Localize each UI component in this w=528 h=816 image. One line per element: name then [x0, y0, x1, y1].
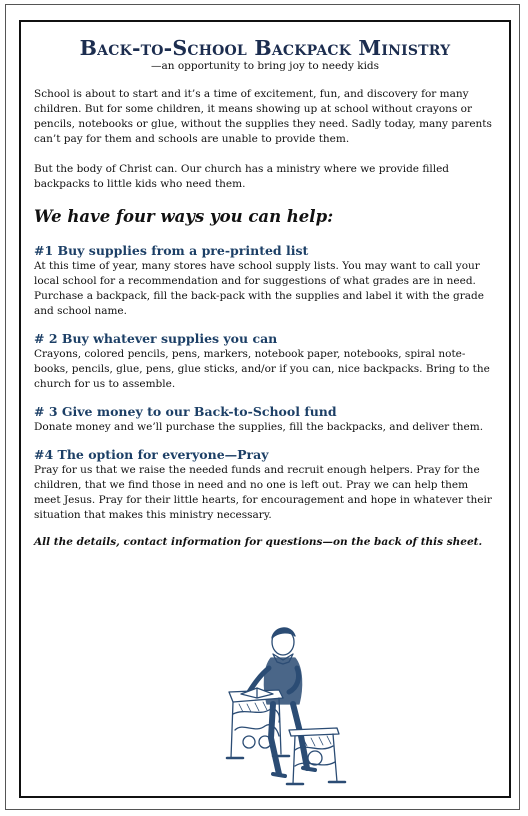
- way-4-text: Pray for us that we raise the needed funds and recruit enough helpers. Pray for the children, that we find those in need and no one is left out. Pray we can help them meet Jesus. Pray for their little hearts, for encouragement and hope in whatever their situation that makes this ministry necessary.: [34, 464, 492, 521]
- way-1: [34, 243, 496, 319]
- schoolboy-at-desk-icon: [219, 618, 347, 796]
- way-1-text: At this time of year, many stores have school supply lists. You may want to call your local school for a recommendation and for suggestions of what grades are in need. Purchase a backpack, fill the back-pack with the supplies and label it with the grade and school name.: [34, 260, 484, 317]
- way-3-text: Donate money and we’ll purchase the supplies, fill the backpacks, and deliver them.: [34, 421, 484, 433]
- intro-paragraph-2: But the body of Christ can. Our church has a ministry where we provide filled backpacks to little kids who need them.: [34, 163, 450, 190]
- flyer-subtitle: —an opportunity to bring joy to needy kids: [150, 60, 380, 72]
- way-4-heading: #4 The option for everyone—Pray: [34, 447, 269, 462]
- footer-note: All the details, contact information for questions—on the back of this sheet.: [34, 536, 483, 548]
- ways-headline: We have four ways you can help:: [34, 207, 334, 226]
- flyer-content: [34, 36, 496, 550]
- way-2-text: Crayons, colored pencils, pens, markers, notebook paper, notebooks, spiral note-books, pencils, glue, pens, glue sticks, and/or if you can, nice backpacks. Bring to the church for us to assemble.: [34, 348, 490, 390]
- way-1-heading: #1 Buy supplies from a pre-printed list: [34, 243, 309, 258]
- inner-border: [19, 20, 511, 798]
- way-4: [34, 447, 496, 523]
- way-3: [34, 404, 496, 435]
- way-2: [34, 331, 496, 392]
- flyer-title: Back-to-School Backpack Ministry: [79, 36, 451, 60]
- intro-paragraph-1: School is about to start and it’s a time of excitement, fun, and discovery for many children. But for some children, it means showing up at school without crayons or pencils, notebooks or glue, without the supplies they need. Sadly today, many parents can’t pay for them and schools are unable to provide them.: [34, 88, 492, 145]
- way-3-heading: # 3 Give money to our Back-to-School fund: [34, 404, 337, 419]
- way-2-heading: # 2 Buy whatever supplies you can: [34, 331, 278, 346]
